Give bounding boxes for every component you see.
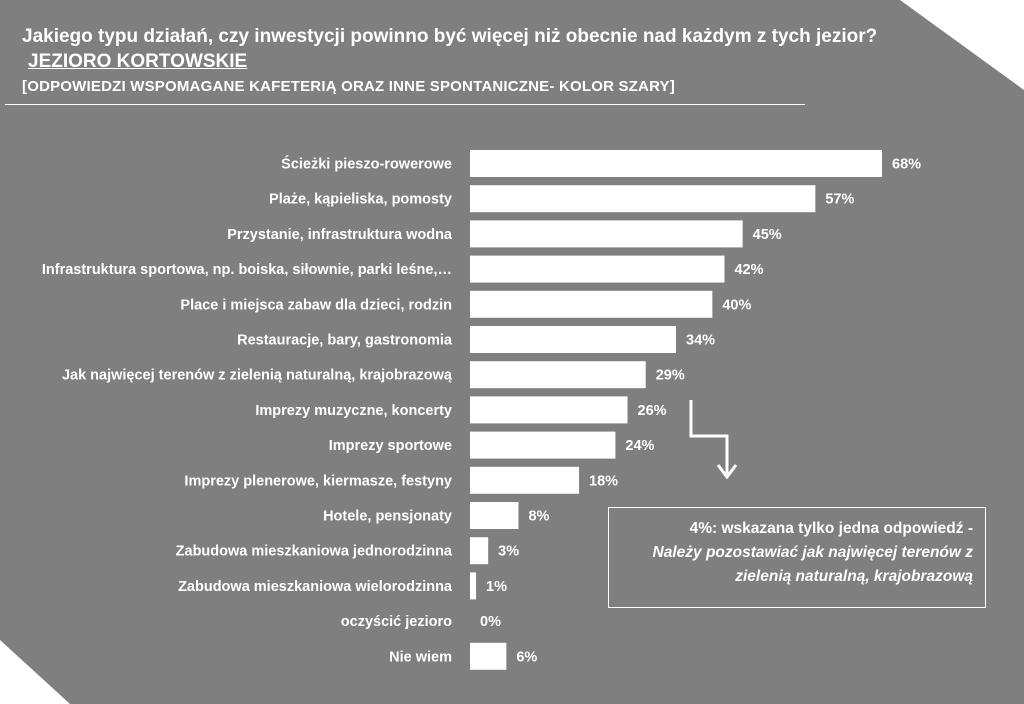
value-label: 8% [528,508,550,525]
bar [470,291,712,318]
value-label: 1% [486,578,508,595]
value-label: 34% [686,332,716,349]
category-label: Jak najwięcej terenów z zielenią naturalną, krajobrazową [61,367,452,384]
value-label: 40% [722,297,752,314]
bar [470,643,506,670]
category-label: Restauracje, bary, gastronomia [237,332,452,349]
category-label: Infrastruktura sportowa, np. boiska, siłownie, parki leśne,… [41,262,452,279]
category-label: Imprezy muzyczne, koncerty [255,402,452,419]
bar [470,326,676,353]
bar [470,396,628,423]
category-label: oczyścić jezioro [340,614,452,631]
bar [470,150,882,177]
category-label: Nie wiem [389,649,452,666]
category-label: Zabudowa mieszkaniowa wielorodzinna [178,578,452,595]
category-label: Imprezy plenerowe, kiermasze, festyny [184,473,452,490]
value-label: 3% [498,543,520,560]
annotation-line-1: 4%: wskazana tylko jedna odpowiedź - [689,520,973,537]
value-label: 29% [655,367,685,384]
category-label: Zabudowa mieszkaniowa jednorodzinna [175,543,452,560]
chart-title-keyword: JEZIORO KORTOWSKIE [28,51,248,72]
bar [470,256,724,283]
bar [470,537,488,564]
bar [470,502,518,529]
value-label: 68% [892,156,922,173]
value-label: 0% [480,614,501,631]
bar [470,361,646,388]
annotation-box [608,507,986,608]
bar [470,572,476,599]
bar [470,185,815,212]
category-label: Hotele, pensjonaty [323,508,452,525]
chart-subtitle: [ODPOWIEDZI WSPOMAGANE KAFETERIĄ ORAZ INNE SPONTANICZNE- KOLOR SZARY] [22,78,675,95]
value-label: 24% [625,438,655,455]
category-label: Przystanie, infrastruktura wodna [227,226,452,243]
category-label: Plaże, kąpieliska, pomosty [269,191,452,208]
value-label: 57% [825,191,855,208]
bar [470,432,615,459]
annotation-arrow [691,400,736,477]
category-label: Imprezy sportowe [328,438,452,455]
value-label: 26% [637,402,667,419]
category-label: Ścieżki pieszo-rowerowe [281,156,452,173]
bar [470,467,579,494]
annotation-line-2: Należy pozostawiać jak najwięcej terenów z zielenią naturalną, krajobrazową [652,544,973,585]
value-label: 6% [516,649,538,666]
category-label: Place i miejsca zabaw dla dzieci, rodzin [180,297,452,314]
value-label: 45% [752,226,782,243]
value-label: 18% [589,473,619,490]
value-label: 42% [734,262,764,279]
chart-title-text: Jakiego typu działań, czy inwestycji powinno być więcej niż obecnie nad każdym z tych jezior? [22,26,878,47]
bar [470,220,743,247]
